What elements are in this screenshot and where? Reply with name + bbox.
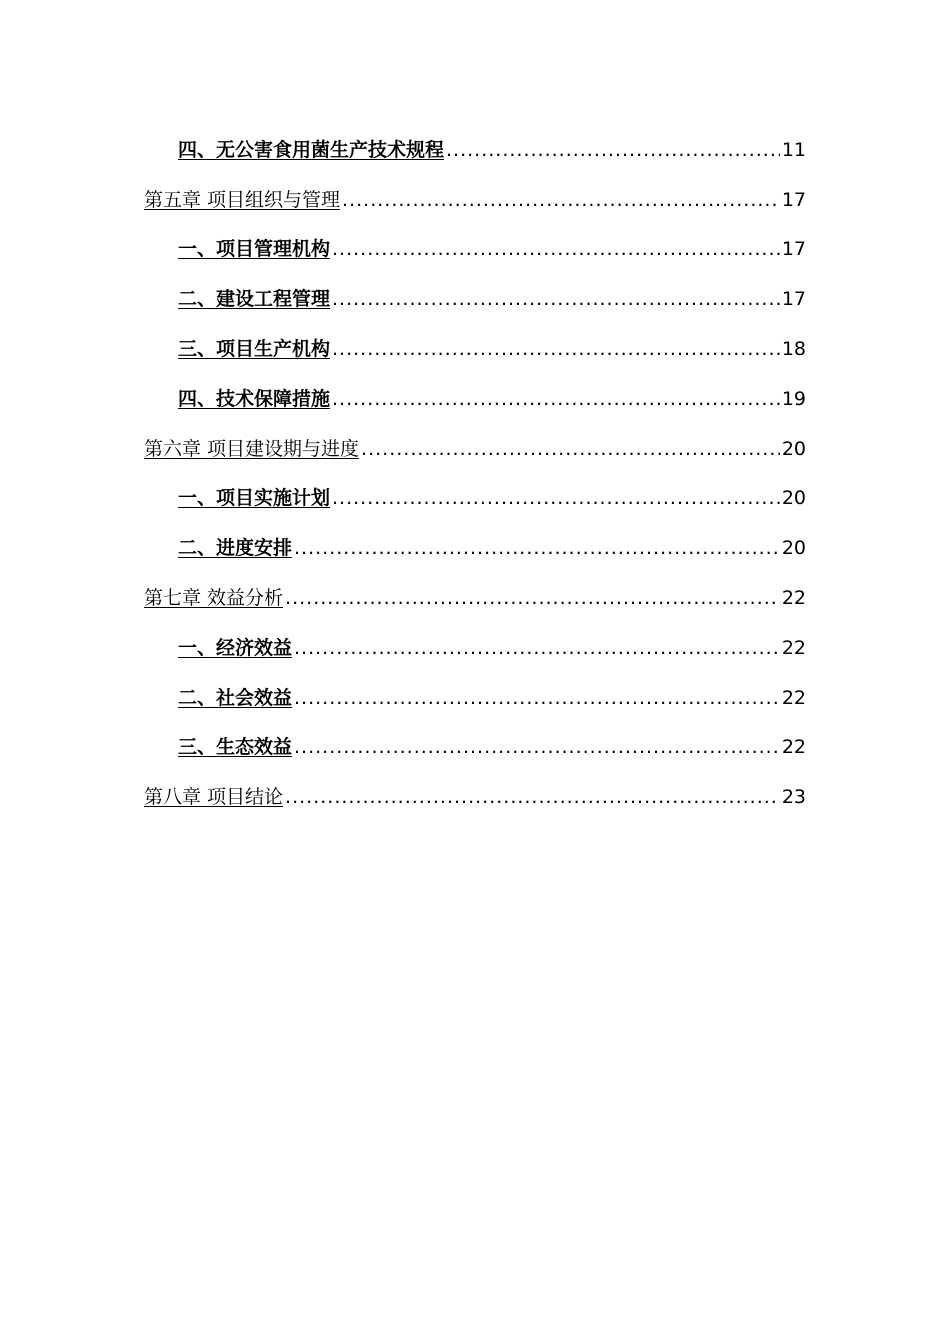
toc-entry-title[interactable]: 第六章 项目建设期与进度 — [144, 437, 360, 460]
toc-page-number: 22 — [781, 686, 806, 709]
toc-entry-title[interactable]: 一、项目管理机构 — [178, 238, 331, 261]
toc-entry[interactable] — [144, 723, 806, 773]
toc-page-number: 17 — [781, 238, 806, 261]
toc-entry[interactable] — [144, 424, 806, 474]
toc-entry-title[interactable]: 一、项目实施计划 — [178, 487, 331, 510]
toc-dot-leader — [294, 636, 780, 660]
toc-entry-title[interactable]: 二、建设工程管理 — [178, 288, 331, 311]
toc-page-number: 18 — [781, 338, 806, 361]
toc-entry[interactable] — [144, 772, 806, 822]
toc-entry[interactable] — [144, 374, 806, 424]
toc-entry[interactable] — [144, 175, 806, 225]
toc-page-number: 19 — [781, 387, 806, 410]
toc-dot-leader — [285, 785, 780, 809]
toc-entry-title[interactable]: 二、社会效益 — [178, 686, 293, 709]
toc-entry-title[interactable]: 三、项目生产机构 — [178, 338, 331, 361]
toc-dot-leader — [446, 138, 780, 162]
toc-dot-leader — [294, 686, 780, 710]
toc-dot-leader — [361, 437, 780, 461]
toc-page-number: 20 — [781, 437, 806, 460]
toc-entry[interactable] — [144, 673, 806, 723]
toc-page-number: 17 — [781, 288, 806, 311]
toc-entry[interactable] — [144, 324, 806, 374]
toc-entry-title[interactable]: 四、技术保障措施 — [178, 387, 331, 410]
toc-page-number: 23 — [781, 786, 806, 809]
toc-dot-leader — [332, 237, 780, 261]
toc-page-number: 20 — [781, 537, 806, 560]
toc-dot-leader — [332, 387, 780, 411]
toc-page-number: 17 — [781, 188, 806, 211]
toc-entry[interactable] — [144, 125, 806, 175]
toc-dot-leader — [332, 337, 780, 361]
toc-entry-title[interactable]: 第五章 项目组织与管理 — [144, 188, 341, 211]
toc-entry-title[interactable]: 第七章 效益分析 — [144, 587, 284, 610]
toc-entry[interactable] — [144, 573, 806, 623]
toc-entry[interactable] — [144, 523, 806, 573]
toc-entry-title[interactable]: 二、进度安排 — [178, 537, 293, 560]
toc-dot-leader — [285, 586, 780, 610]
toc-dot-leader — [342, 188, 780, 212]
toc-entry-title[interactable]: 三、生态效益 — [178, 736, 293, 759]
table-of-contents — [144, 125, 806, 822]
toc-entry-title[interactable]: 一、经济效益 — [178, 636, 293, 659]
toc-entry[interactable] — [144, 274, 806, 324]
toc-page-number: 22 — [781, 587, 806, 610]
toc-page-number: 22 — [781, 636, 806, 659]
toc-entry-title[interactable]: 四、无公害食用菌生产技术规程 — [178, 138, 445, 161]
toc-page-number: 20 — [781, 487, 806, 510]
toc-dot-leader — [294, 536, 780, 560]
toc-entry-title[interactable]: 第八章 项目结论 — [144, 786, 284, 809]
toc-entry[interactable] — [144, 474, 806, 524]
toc-page-number: 11 — [781, 138, 806, 161]
toc-entry[interactable] — [144, 225, 806, 275]
toc-dot-leader — [332, 486, 780, 510]
toc-entry[interactable] — [144, 623, 806, 673]
toc-dot-leader — [332, 287, 780, 311]
toc-dot-leader — [294, 735, 780, 759]
toc-page-number: 22 — [781, 736, 806, 759]
